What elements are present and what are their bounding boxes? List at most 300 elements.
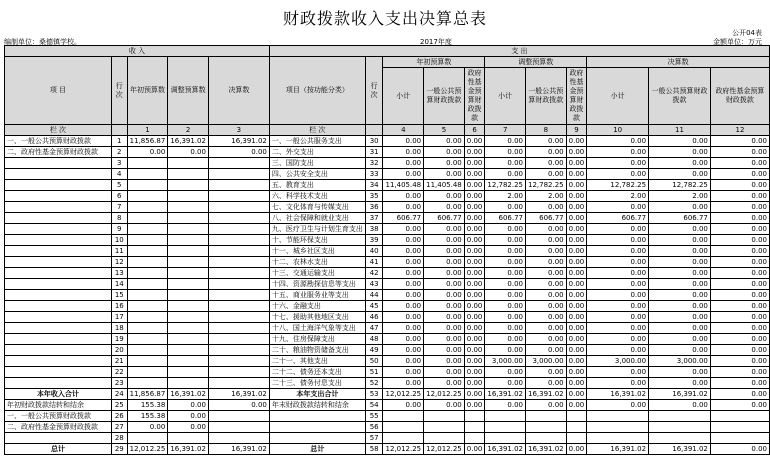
income-final (208, 301, 269, 312)
expense-value: 0.00 (383, 202, 424, 213)
expense-value: 0.00 (566, 345, 587, 356)
table-row (5, 422, 770, 433)
income-item (5, 312, 112, 323)
expense-value: 0.00 (485, 345, 526, 356)
income-row-no: 4 (111, 169, 127, 180)
expense-value: 0.00 (710, 367, 769, 378)
expense-value (383, 433, 424, 444)
expense-value: 0.00 (566, 323, 587, 334)
income-final (208, 356, 269, 367)
expense-value: 16,391.02 (649, 389, 711, 400)
expense-value: 0.00 (526, 367, 567, 378)
col-number: 10 (587, 125, 649, 136)
expense-value: 0.00 (383, 246, 424, 257)
column-number-row (5, 125, 770, 136)
expense-value: 0.00 (566, 312, 587, 323)
expense-value: 0.00 (383, 367, 424, 378)
expense-value: 0.00 (383, 191, 424, 202)
income-item (5, 301, 112, 312)
income-adjusted (168, 169, 209, 180)
expense-value: 2.00 (649, 191, 711, 202)
expense-value: 2.00 (485, 191, 526, 202)
expense-value: 0.00 (464, 378, 485, 389)
income-item (5, 378, 112, 389)
income-initial (127, 235, 168, 246)
table-row (5, 290, 770, 301)
expense-value: 0.00 (710, 312, 769, 323)
income-row-no: 10 (111, 235, 127, 246)
col-number: 6 (464, 125, 485, 136)
expense-value: 0.00 (383, 323, 424, 334)
expense-value: 0.00 (587, 202, 649, 213)
income-initial (127, 257, 168, 268)
expense-value: 0.00 (566, 224, 587, 235)
expense-value: 16,391.02 (526, 444, 567, 455)
final-accounts-table (4, 45, 770, 455)
expense-row-no: 32 (365, 158, 383, 169)
expense-value: 0.00 (566, 180, 587, 191)
expense-item: 十一、城乡社区支出 (269, 246, 365, 257)
expense-item: 十六、金融支出 (269, 301, 365, 312)
income-item: 一、一般公共预算财政拨款 (5, 411, 112, 422)
expense-value: 0.00 (424, 323, 465, 334)
expense-value: 0.00 (526, 235, 567, 246)
income-row-no: 25 (111, 400, 127, 411)
col-number: 5 (424, 125, 465, 136)
expense-row-no: 52 (365, 378, 383, 389)
expense-row-no: 33 (365, 169, 383, 180)
income-row-no: 1 (111, 136, 127, 147)
expense-value: 0.00 (485, 257, 526, 268)
expense-value: 0.00 (587, 169, 649, 180)
expense-value: 0.00 (464, 334, 485, 345)
income-adjusted (168, 290, 209, 301)
expense-value: 0.00 (710, 136, 769, 147)
expense-value: 0.00 (649, 400, 711, 411)
expense-value (424, 433, 465, 444)
expense-item: 十、节能环保支出 (269, 235, 365, 246)
table-row (5, 433, 770, 444)
form-code: 公开04表 (732, 29, 762, 37)
expense-value: 0.00 (566, 378, 587, 389)
final-general-header: 一般公共预算财政拨款 (649, 68, 711, 125)
income-row-no: 2 (111, 147, 127, 158)
expense-value: 0.00 (710, 323, 769, 334)
expense-value: 0.00 (649, 158, 711, 169)
expense-value: 0.00 (485, 400, 526, 411)
income-final (208, 257, 269, 268)
income-initial (127, 323, 168, 334)
expense-value: 0.00 (464, 356, 485, 367)
income-initial (127, 290, 168, 301)
expense-value (383, 411, 424, 422)
expense-value: 0.00 (383, 356, 424, 367)
expense-row-no: 47 (365, 323, 383, 334)
expense-value: 0.00 (485, 279, 526, 290)
table-row (5, 279, 770, 290)
expense-value: 0.00 (464, 246, 485, 257)
income-item (5, 224, 112, 235)
expense-value: 0.00 (526, 312, 567, 323)
expense-value: 0.00 (464, 312, 485, 323)
income-row-no: 27 (111, 422, 127, 433)
expense-row-no: 38 (365, 224, 383, 235)
income-row-no: 17 (111, 312, 127, 323)
expense-value: 11,405.48 (383, 180, 424, 191)
expense-value: 12,782.25 (526, 180, 567, 191)
income-item (5, 290, 112, 301)
expense-value: 606.77 (424, 213, 465, 224)
expense-value: 0.00 (424, 279, 465, 290)
expense-value: 0.00 (566, 356, 587, 367)
expense-row-no: 49 (365, 345, 383, 356)
expense-value: 0.00 (649, 246, 711, 257)
income-initial (127, 367, 168, 378)
income-adjusted (168, 268, 209, 279)
income-row-no: 29 (111, 444, 127, 455)
expense-value: 0.00 (464, 191, 485, 202)
table-row (5, 246, 770, 257)
expense-value: 0.00 (424, 301, 465, 312)
income-item (5, 334, 112, 345)
income-row-no: 15 (111, 290, 127, 301)
expense-value: 16,391.02 (485, 444, 526, 455)
expense-value: 0.00 (649, 147, 711, 158)
expense-value: 0.00 (424, 147, 465, 158)
row-no-header-2: 行次 (365, 57, 383, 125)
final-header: 决算数 (208, 57, 269, 125)
expense-value (464, 433, 485, 444)
expense-value: 0.00 (710, 301, 769, 312)
expense-value: 2.00 (587, 191, 649, 202)
income-row-no: 23 (111, 378, 127, 389)
income-initial: 0.00 (127, 147, 168, 158)
table-row (5, 158, 770, 169)
expense-row-no: 30 (365, 136, 383, 147)
expense-value: 0.00 (464, 301, 485, 312)
expense-value: 3,000.00 (526, 356, 567, 367)
expense-value (383, 422, 424, 433)
expense-value: 0.00 (649, 345, 711, 356)
income-row-no: 24 (111, 389, 127, 400)
col-number: 8 (526, 125, 567, 136)
expense-row-no: 34 (365, 180, 383, 191)
income-row-no: 9 (111, 224, 127, 235)
expense-value: 0.00 (383, 334, 424, 345)
expense-value: 606.77 (383, 213, 424, 224)
income-adjusted (168, 378, 209, 389)
expense-value: 0.00 (587, 378, 649, 389)
expense-value: 0.00 (710, 279, 769, 290)
expense-value: 0.00 (383, 400, 424, 411)
expense-value: 0.00 (710, 268, 769, 279)
income-adjusted (168, 158, 209, 169)
expense-row-no: 35 (365, 191, 383, 202)
income-item (5, 246, 112, 257)
income-row-no: 3 (111, 158, 127, 169)
expense-value (424, 422, 465, 433)
expense-value: 0.00 (526, 136, 567, 147)
expense-value: 0.00 (526, 279, 567, 290)
expense-value: 0.00 (485, 367, 526, 378)
table-row (5, 169, 770, 180)
income-final (208, 433, 269, 444)
income-initial (127, 301, 168, 312)
expense-value: 0.00 (424, 246, 465, 257)
expense-item: 一、一般公共服务支出 (269, 136, 365, 147)
expense-value: 0.00 (383, 257, 424, 268)
expense-value: 0.00 (649, 202, 711, 213)
income-row-no: 11 (111, 246, 127, 257)
expense-row-no: 36 (365, 202, 383, 213)
expense-value: 16,391.02 (485, 389, 526, 400)
expense-item: 六、科学技术支出 (269, 191, 365, 202)
expense-value: 0.00 (710, 400, 769, 411)
expense-value: 0.00 (485, 334, 526, 345)
table-row (5, 147, 770, 158)
expense-value: 606.77 (526, 213, 567, 224)
expense-value: 0.00 (464, 158, 485, 169)
expense-row-no: 51 (365, 367, 383, 378)
expense-value: 0.00 (526, 400, 567, 411)
expense-value: 3,000.00 (587, 356, 649, 367)
initial-fund-header: 政府性基金预算财政拨款 (464, 68, 485, 125)
expense-value: 0.00 (464, 367, 485, 378)
income-item: 一、一般公共预算财政拨款 (5, 136, 112, 147)
expense-row-no: 41 (365, 257, 383, 268)
income-row-no: 13 (111, 268, 127, 279)
income-initial (127, 224, 168, 235)
expense-item: 二十三、债务付息支出 (269, 378, 365, 389)
expense-value: 0.00 (587, 312, 649, 323)
page-title: 财政拨款收入支出决算总表 (282, 9, 487, 28)
expense-value: 0.00 (464, 279, 485, 290)
expense-value: 0.00 (649, 235, 711, 246)
income-adjusted (168, 334, 209, 345)
initial-group-header: 年初预算数 (383, 57, 485, 68)
expense-value: 0.00 (587, 158, 649, 169)
expense-row-no: 43 (365, 279, 383, 290)
income-row-no: 8 (111, 213, 127, 224)
table-row (5, 213, 770, 224)
income-item (5, 191, 112, 202)
expense-header: 支 出 (269, 46, 769, 57)
expense-value: 0.00 (485, 235, 526, 246)
table-row (5, 411, 770, 422)
income-adjusted: 0.00 (168, 400, 209, 411)
income-adjusted (168, 323, 209, 334)
adjusted-subtotal-header: 小计 (485, 68, 526, 125)
expense-value: 0.00 (710, 389, 769, 400)
expense-value: 0.00 (566, 213, 587, 224)
expense-value: 0.00 (526, 224, 567, 235)
expense-value: 0.00 (485, 202, 526, 213)
table-row (5, 323, 770, 334)
col-number: 11 (649, 125, 711, 136)
col-number: 1 (127, 125, 168, 136)
expense-value (485, 411, 526, 422)
expense-row-no: 57 (365, 433, 383, 444)
expense-value: 12,012.25 (383, 444, 424, 455)
income-adjusted (168, 279, 209, 290)
expense-value: 12,012.25 (424, 444, 465, 455)
expense-item: 年末财政拨款结转和结余 (269, 400, 365, 411)
expense-value (587, 411, 649, 422)
expense-value: 0.00 (424, 224, 465, 235)
expense-value: 0.00 (566, 367, 587, 378)
income-initial (127, 213, 168, 224)
expense-value (710, 411, 769, 422)
expense-value: 0.00 (566, 400, 587, 411)
expense-value: 0.00 (464, 169, 485, 180)
item-header: 项 目 (5, 57, 112, 125)
expense-value: 0.00 (710, 169, 769, 180)
expense-value: 606.77 (485, 213, 526, 224)
income-row-no: 7 (111, 202, 127, 213)
expense-value: 0.00 (485, 147, 526, 158)
expense-value: 0.00 (710, 191, 769, 202)
income-item (5, 345, 112, 356)
table-row (5, 235, 770, 246)
expense-value: 0.00 (464, 147, 485, 158)
expense-value (587, 422, 649, 433)
income-adjusted (168, 180, 209, 191)
expense-value: 0.00 (526, 147, 567, 158)
income-adjusted (168, 356, 209, 367)
fiscal-year: 2017年度 (420, 38, 452, 46)
expense-item: 二十二、债务还本支出 (269, 367, 365, 378)
expense-row-no: 50 (365, 356, 383, 367)
expense-value: 0.00 (566, 334, 587, 345)
expense-value: 11,405.48 (424, 180, 465, 191)
income-row-no: 18 (111, 323, 127, 334)
expense-value: 0.00 (587, 334, 649, 345)
expense-value: 0.00 (424, 235, 465, 246)
expense-value: 0.00 (383, 301, 424, 312)
expense-value: 0.00 (526, 202, 567, 213)
expense-value: 0.00 (587, 400, 649, 411)
expense-value: 0.00 (587, 246, 649, 257)
expense-value: 0.00 (424, 169, 465, 180)
expense-value: 0.00 (424, 356, 465, 367)
expense-value: 0.00 (464, 323, 485, 334)
expense-value: 16,391.02 (587, 444, 649, 455)
income-item (5, 202, 112, 213)
expense-value: 0.00 (710, 378, 769, 389)
expense-item: 总计 (269, 444, 365, 455)
table-row (5, 378, 770, 389)
expense-value: 12,782.25 (587, 180, 649, 191)
expense-value: 0.00 (485, 312, 526, 323)
expense-row-no: 39 (365, 235, 383, 246)
expense-value: 0.00 (526, 257, 567, 268)
expense-value: 0.00 (649, 279, 711, 290)
income-item (5, 158, 112, 169)
table-row (5, 312, 770, 323)
table-row (5, 345, 770, 356)
initial-subtotal-header: 小计 (383, 68, 424, 125)
income-final (208, 213, 269, 224)
income-adjusted (168, 246, 209, 257)
expense-value: 0.00 (464, 444, 485, 455)
income-row-no: 28 (111, 433, 127, 444)
expense-value: 0.00 (649, 312, 711, 323)
expense-row-no: 44 (365, 290, 383, 301)
table-row (5, 334, 770, 345)
income-initial (127, 202, 168, 213)
expense-value: 3,000.00 (649, 356, 711, 367)
expense-value: 0.00 (485, 268, 526, 279)
expense-value: 0.00 (383, 279, 424, 290)
expense-value (649, 422, 711, 433)
expense-value: 0.00 (424, 158, 465, 169)
expense-value: 0.00 (383, 312, 424, 323)
income-final (208, 290, 269, 301)
expense-value: 0.00 (383, 169, 424, 180)
income-final (208, 158, 269, 169)
expense-value: 0.00 (649, 136, 711, 147)
col-number: 12 (710, 125, 769, 136)
income-item (5, 279, 112, 290)
expense-item: 二十、粮油物资储备支出 (269, 345, 365, 356)
income-item (5, 213, 112, 224)
expense-item: 十二、农林水支出 (269, 257, 365, 268)
expense-value: 0.00 (526, 169, 567, 180)
expense-value: 0.00 (424, 136, 465, 147)
col-number: 7 (485, 125, 526, 136)
expense-value: 0.00 (649, 301, 711, 312)
expense-value: 0.00 (485, 169, 526, 180)
expense-value: 0.00 (710, 334, 769, 345)
expense-value: 0.00 (566, 147, 587, 158)
income-initial: 155.38 (127, 400, 168, 411)
expense-value (485, 433, 526, 444)
compiling-unit: 编制单位：桑德镇学校。 (4, 38, 81, 46)
income-item: 本年收入合计 (5, 389, 112, 400)
income-final (208, 312, 269, 323)
expense-value: 0.00 (526, 334, 567, 345)
expense-value: 0.00 (424, 400, 465, 411)
expense-row-no: 48 (365, 334, 383, 345)
expense-value: 0.00 (424, 367, 465, 378)
expense-row-no: 54 (365, 400, 383, 411)
income-row-no: 19 (111, 334, 127, 345)
expense-item: 十四、资源勘探信息等支出 (269, 279, 365, 290)
expense-value (526, 422, 567, 433)
income-initial (127, 279, 168, 290)
expense-item: 四、公共安全支出 (269, 169, 365, 180)
expense-row-no: 45 (365, 301, 383, 312)
income-row-no: 6 (111, 191, 127, 202)
expense-value (649, 411, 711, 422)
expense-value: 0.00 (587, 235, 649, 246)
expense-value: 3,000.00 (485, 356, 526, 367)
expense-row-no: 37 (365, 213, 383, 224)
expense-value: 0.00 (526, 378, 567, 389)
expense-value: 0.00 (710, 257, 769, 268)
expense-value: 606.77 (649, 213, 711, 224)
income-item: 年初财政拨款结转和结余 (5, 400, 112, 411)
col-number: 3 (208, 125, 269, 136)
expense-value: 0.00 (587, 301, 649, 312)
expense-value: 0.00 (587, 367, 649, 378)
expense-value: 0.00 (710, 290, 769, 301)
income-item: 二、政府性基金预算财政拨款 (5, 422, 112, 433)
expense-value: 0.00 (649, 367, 711, 378)
income-item: 二、政府性基金预算财政拨款 (5, 147, 112, 158)
income-item (5, 235, 112, 246)
expense-value: 0.00 (464, 202, 485, 213)
